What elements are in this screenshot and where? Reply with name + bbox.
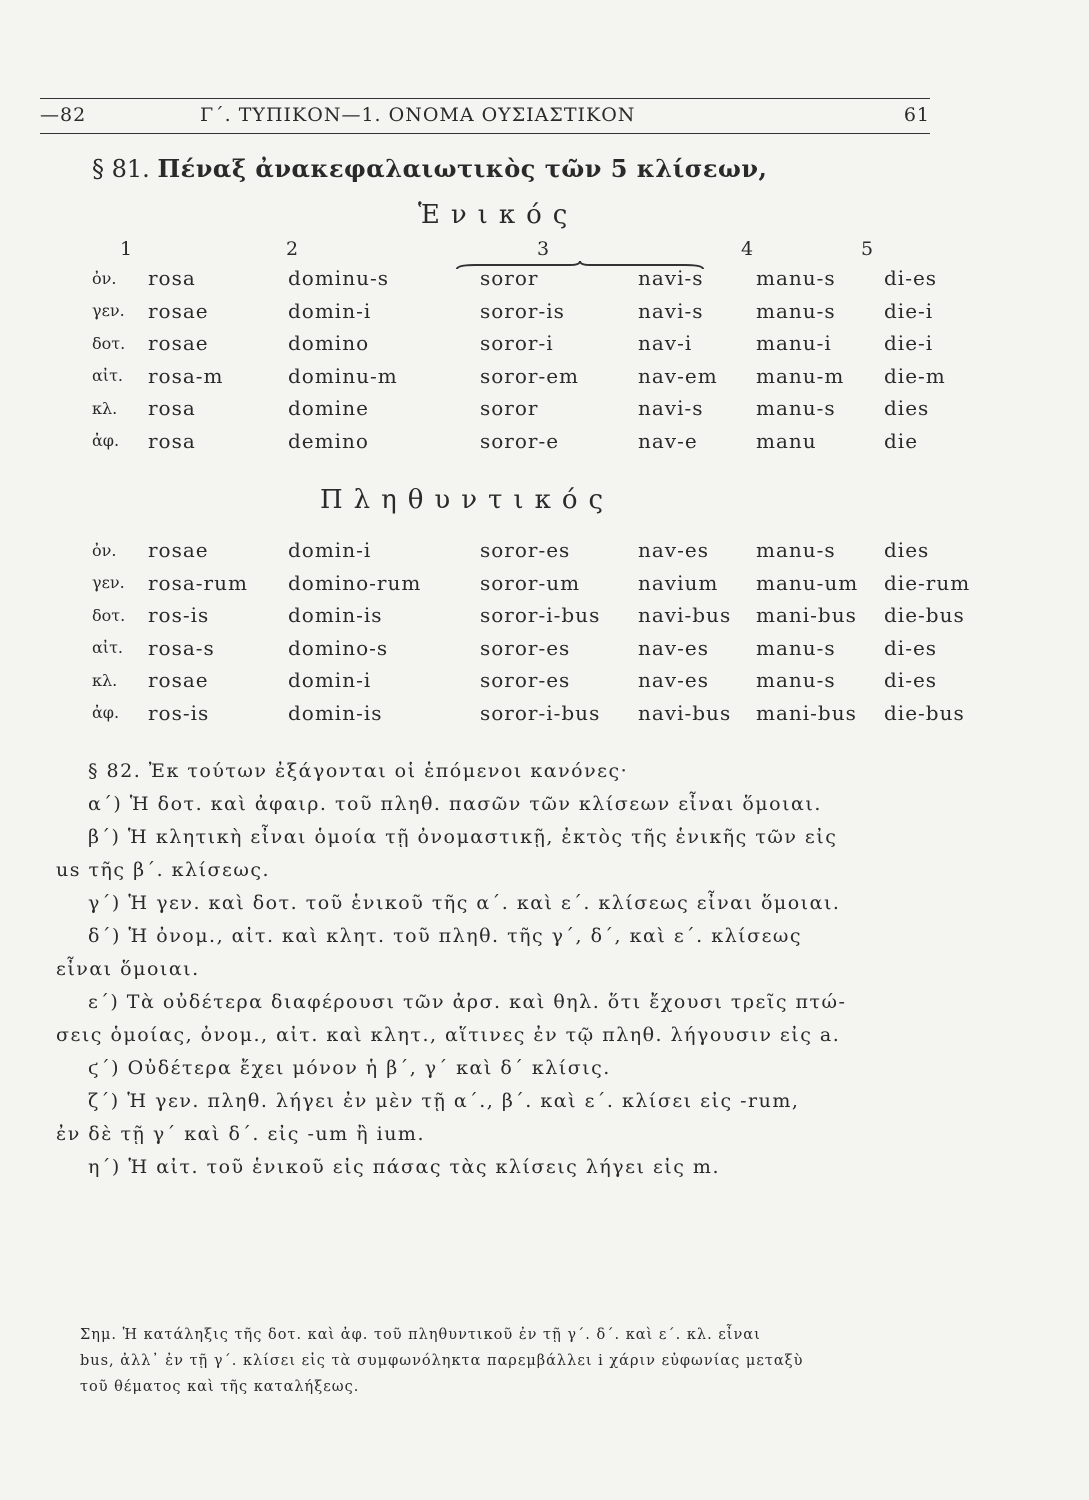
table-cell: die-m xyxy=(884,363,946,388)
plural-declension-table xyxy=(92,534,970,729)
table-cell: navi-s xyxy=(638,396,704,421)
note-line-2: bus, ἀλλ᾽ ἐν τῇ γ΄. κλίσει εἰς τὰ συμφωνόληκτα παρεμβάλλει i χάριν εὐφωνίας μεταξὺ xyxy=(80,1353,804,1369)
table-cell: rosae xyxy=(148,538,209,563)
column-number-1: 1 xyxy=(120,238,133,260)
table-cell: die xyxy=(884,428,919,453)
table-cell: navium xyxy=(638,570,719,595)
rule-e-line-2: σεις ὁμοίας, ὀνομ., αἰτ. καὶ κλητ., αἵτινες ἐν τῷ πληθ. λήγουσιν εἰς a. xyxy=(56,1024,841,1046)
table-cell: domin-is xyxy=(288,700,383,725)
table-cell: rosa xyxy=(148,428,196,453)
table-cell: ros-is xyxy=(148,603,210,628)
running-header xyxy=(40,98,930,134)
table-cell: die-rum xyxy=(884,570,971,595)
table-cell: manu-m xyxy=(756,363,845,388)
table-cell: manu-um xyxy=(756,570,859,595)
section-82-intro: § 82. Ἐκ τούτων ἐξάγονται οἱ ἑπόμενοι κανόνες· xyxy=(88,760,629,782)
table-cell: manu-s xyxy=(756,396,836,421)
singular-heading: Ἑνικός xyxy=(418,200,579,230)
table-cell: rosae xyxy=(148,668,209,693)
table-cell: ros-is xyxy=(148,700,210,725)
table-cell: mani-bus xyxy=(756,700,857,725)
table-row xyxy=(92,295,946,328)
case-label: κλ. xyxy=(92,398,118,418)
table-row xyxy=(92,534,970,567)
case-label: αἰτ. xyxy=(92,366,124,386)
rule-b-line-1: β΄) Ἡ κλητικὴ εἶναι ὁμοία τῇ ὀνομαστικῇ, ἐκτὸς τῆς ἑνικῆς τῶν εἰς xyxy=(88,826,838,848)
table-cell: nav-es xyxy=(638,538,709,563)
table-row xyxy=(92,392,946,425)
table-cell: die-i xyxy=(884,298,934,323)
rule-b-line-2: us τῆς β΄. κλίσεως. xyxy=(56,859,271,881)
footnote xyxy=(80,1322,940,1400)
table-cell: soror xyxy=(480,396,539,421)
table-cell: nav-em xyxy=(638,363,718,388)
table-row xyxy=(92,697,970,730)
table-cell: domino-s xyxy=(288,635,389,660)
singular-declension-table xyxy=(92,262,946,457)
table-cell: domino xyxy=(288,331,370,356)
table-cell: soror-es xyxy=(480,538,571,563)
rule-e-line-1: ε΄) Τὰ οὐδέτερα διαφέρουσι τῶν ἀρσ. καὶ θηλ. ὅτι ἔχουσι τρεῖς πτώ- xyxy=(88,991,847,1013)
table-cell: die-bus xyxy=(884,700,965,725)
table-cell: domin-is xyxy=(288,603,383,628)
section-81-number: § 81. xyxy=(92,155,150,183)
rule-c: γ΄) Ἡ γεν. καὶ δοτ. τοῦ ἑνικοῦ τῆς α΄. καὶ ε΄. κλίσεως εἶναι ὅμοιαι. xyxy=(88,892,841,914)
header-chapter-title: Γ΄. ΤΥΠΙΚΟΝ—1. ΟΝΟΜΑ ΟΥΣΙΑΣΤΙΚΟΝ xyxy=(200,104,636,126)
case-label: ἀφ. xyxy=(92,703,120,723)
table-row xyxy=(92,327,946,360)
table-cell: soror-i-bus xyxy=(480,603,601,628)
case-label: γεν. xyxy=(92,573,125,593)
header-right-page-number: 61 xyxy=(903,104,930,126)
case-label: δοτ. xyxy=(92,333,126,353)
table-cell: rosa-rum xyxy=(148,570,248,595)
table-cell: di-es xyxy=(884,668,938,693)
table-cell: di-es xyxy=(884,635,938,660)
table-cell: manu-i xyxy=(756,331,832,356)
table-cell: soror-em xyxy=(480,363,580,388)
table-cell: manu xyxy=(756,428,817,453)
table-row xyxy=(92,360,946,393)
table-cell: nav-es xyxy=(638,668,709,693)
rule-f: ϛ΄) Οὐδέτερα ἔχει μόνον ἡ β΄, γ΄ καὶ δ΄ κλίσις. xyxy=(88,1057,611,1079)
table-cell: domino-rum xyxy=(288,570,422,595)
table-cell: dominu-m xyxy=(288,363,398,388)
table-cell: soror-i-bus xyxy=(480,700,601,725)
column-number-2: 2 xyxy=(286,238,299,260)
column-number-5: 5 xyxy=(861,238,874,260)
table-cell: rosa-s xyxy=(148,635,215,660)
table-row xyxy=(92,567,970,600)
table-cell: die-i xyxy=(884,331,934,356)
column-number-4: 4 xyxy=(741,238,754,260)
rule-d-line-2: εἶναι ὅμοιαι. xyxy=(56,958,200,980)
column-number-3: 3 xyxy=(537,238,550,260)
note-line-3: τοῦ θέματος καὶ τῆς καταλήξεως. xyxy=(80,1379,360,1395)
table-cell: nav-i xyxy=(638,331,693,356)
case-label: γεν. xyxy=(92,301,125,321)
table-cell: soror xyxy=(480,266,539,291)
table-cell: rosa-m xyxy=(148,363,224,388)
table-cell: rosae xyxy=(148,331,209,356)
table-cell: navi-bus xyxy=(638,603,732,628)
table-cell: dominu-s xyxy=(288,266,389,291)
table-cell: domin-i xyxy=(288,538,372,563)
table-cell: navi-s xyxy=(638,266,704,291)
note-line-1: Σημ. Ἡ κατάληξις τῆς δοτ. καὶ ἀφ. τοῦ πληθυντικοῦ ἐν τῇ γ΄. δ΄. καὶ ε΄. κλ. εἶναι xyxy=(80,1327,761,1343)
section-81-heading xyxy=(92,154,767,183)
table-cell: rosa xyxy=(148,266,196,291)
table-cell: domin-i xyxy=(288,668,372,693)
case-label: ἀφ. xyxy=(92,431,120,451)
table-cell: soror-es xyxy=(480,668,571,693)
table-cell: nav-es xyxy=(638,635,709,660)
table-cell: nav-e xyxy=(638,428,698,453)
table-cell: demino xyxy=(288,428,369,453)
table-cell: dies xyxy=(884,538,930,563)
rule-a: α΄) Ἡ δοτ. καὶ ἀφαιρ. τοῦ πληθ. πασῶν τῶν κλίσεων εἶναι ὅμοιαι. xyxy=(88,793,822,815)
table-cell: domin-i xyxy=(288,298,372,323)
rule-d-line-1: δ΄) Ἡ ὀνομ., αἰτ. καὶ κλητ. τοῦ πληθ. τῆς γ΄, δ΄, καὶ ε΄. κλίσεως xyxy=(88,925,803,947)
rule-g-line-2: ἐν δὲ τῇ γ΄ καὶ δ΄. εἰς -um ἢ ium. xyxy=(56,1123,425,1145)
case-label: αἰτ. xyxy=(92,638,124,658)
table-row xyxy=(92,664,970,697)
case-label: δοτ. xyxy=(92,605,126,625)
table-cell: navi-s xyxy=(638,298,704,323)
table-cell: manu-s xyxy=(756,298,836,323)
table-cell: domine xyxy=(288,396,369,421)
table-cell: mani-bus xyxy=(756,603,857,628)
section-81-title: Πέναξ ἀνακεφαλαιωτικὸς τῶν 5 κλίσεων, xyxy=(157,154,768,183)
table-cell: soror-um xyxy=(480,570,581,595)
table-row xyxy=(92,632,970,665)
table-cell: soror-es xyxy=(480,635,571,660)
table-cell: manu-s xyxy=(756,266,836,291)
table-cell: soror-e xyxy=(480,428,560,453)
case-label: κλ. xyxy=(92,670,118,690)
table-cell: manu-s xyxy=(756,635,836,660)
table-cell: navi-bus xyxy=(638,700,732,725)
table-row xyxy=(92,425,946,458)
table-cell: rosae xyxy=(148,298,209,323)
table-row xyxy=(92,262,946,295)
table-cell: die-bus xyxy=(884,603,965,628)
case-label: ὀν. xyxy=(92,540,117,560)
table-cell: soror-is xyxy=(480,298,565,323)
table-cell: manu-s xyxy=(756,538,836,563)
rule-h: η΄) Ἡ αἰτ. τοῦ ἑνικοῦ εἰς πάσας τὰς κλίσεις λήγει εἰς m. xyxy=(88,1156,720,1178)
table-cell: soror-i xyxy=(480,331,554,356)
table-cell: manu-s xyxy=(756,668,836,693)
table-cell: dies xyxy=(884,396,930,421)
plural-heading: Πληθυντικός xyxy=(320,485,615,515)
case-label: ὀν. xyxy=(92,268,117,288)
rule-g-line-1: ζ΄) Ἡ γεν. πληθ. λήγει ἐν μὲν τῇ α΄., β΄. καὶ ε΄. κλίσει εἰς -rum, xyxy=(88,1090,800,1112)
table-row xyxy=(92,599,970,632)
table-cell: di-es xyxy=(884,266,938,291)
header-left-page-number: —82 xyxy=(40,104,87,126)
table-cell: rosa xyxy=(148,396,196,421)
section-82-rules xyxy=(56,755,936,1184)
